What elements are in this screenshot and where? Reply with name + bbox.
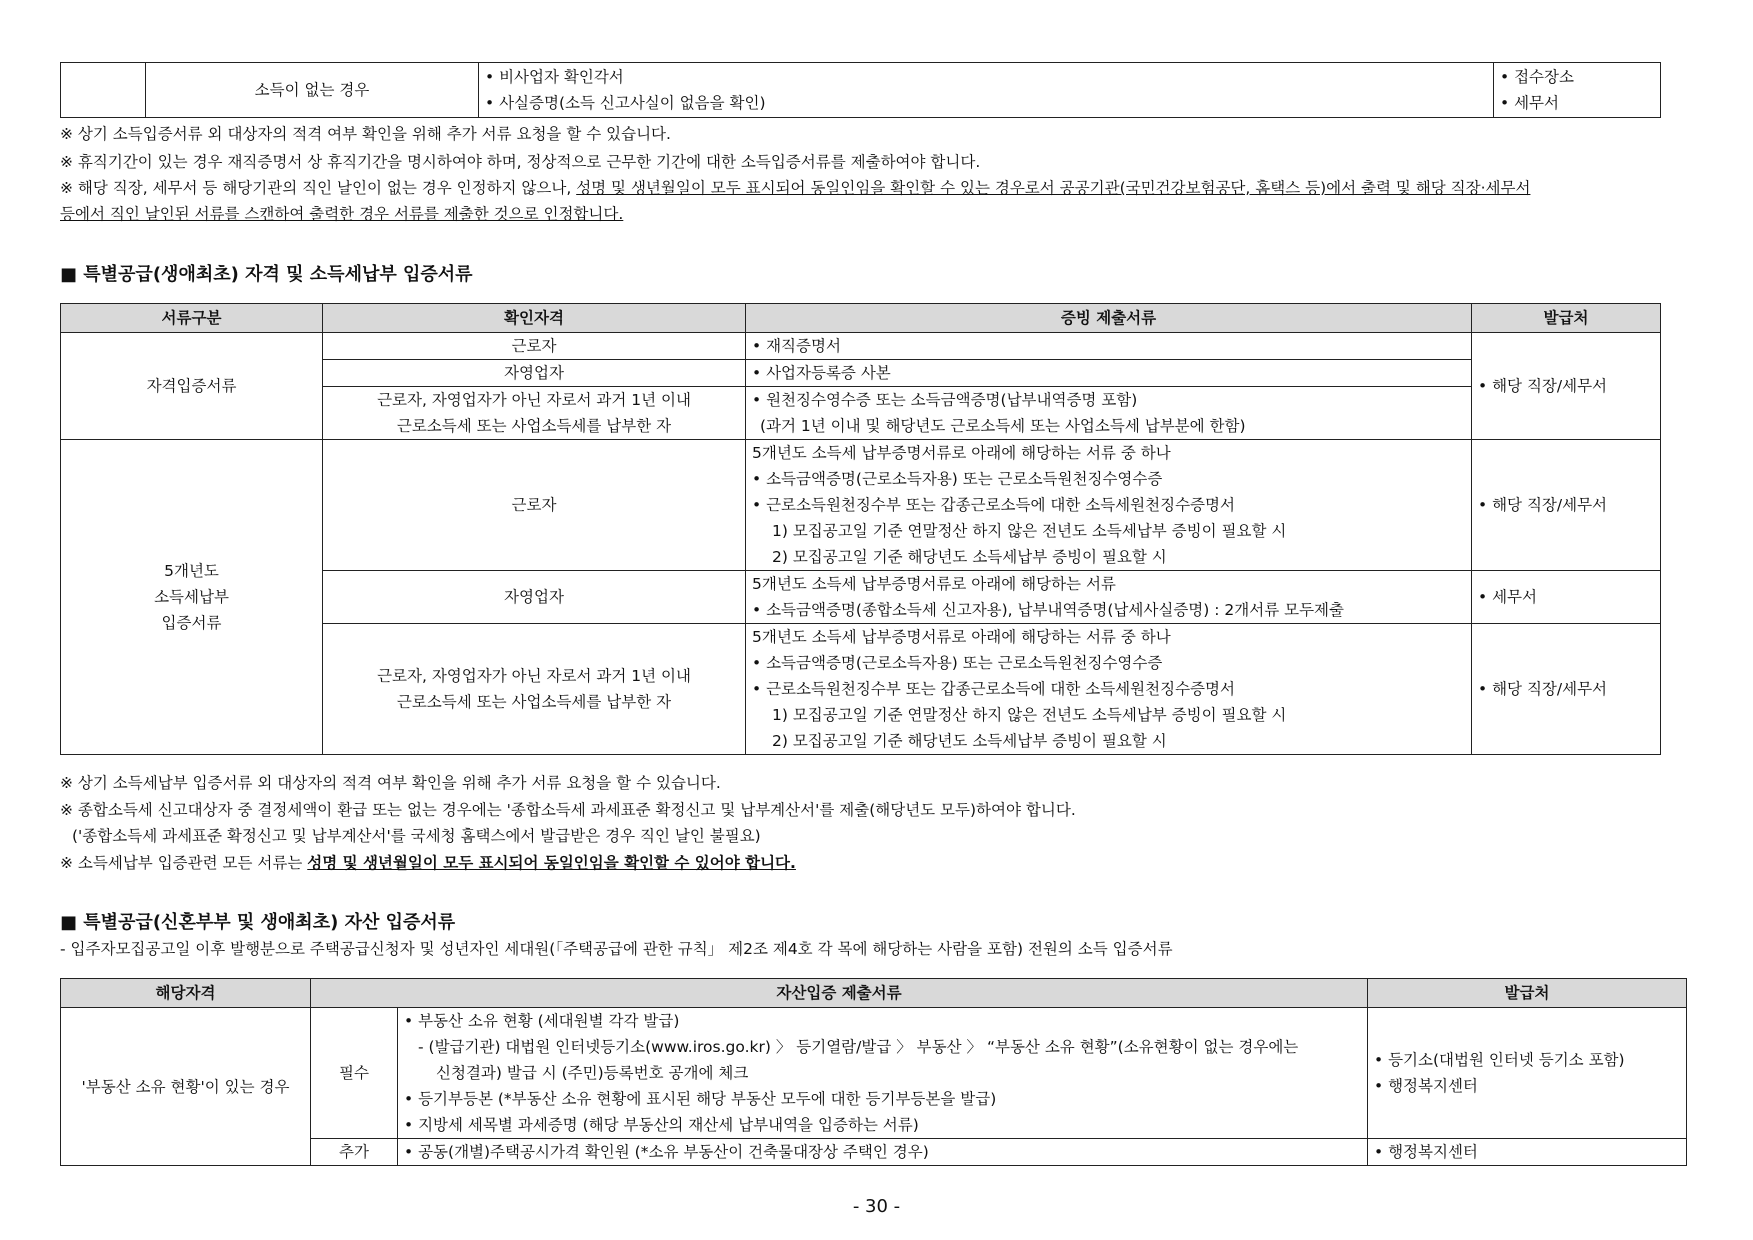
issuer-other-taxpayer-5yr: • 해당 직장/세무서 [1472, 624, 1661, 755]
note-name-birthdate [60, 850, 796, 876]
doc-line: • 등기부등본 (*부동산 소유 현황에 표시된 해당 부동산 모두에 대한 등기부등본을 발급) [404, 1090, 997, 1108]
doc-line: • 원천징수영수증 또는 소득금액증명(납부내역증명 포함) [752, 391, 1138, 409]
issuer-workplace-tax-office: • 해당 직장/세무서 [1472, 333, 1661, 440]
doc-line: 5개년도 소득세 납부증명서류로 아래에 해당하는 서류 [752, 575, 1116, 593]
required-issuers-cell [1368, 1008, 1687, 1139]
doc-line: • 소득금액증명(근로소득자용) 또는 근로소득원천징수영수증 [752, 470, 1163, 488]
doc-line: 신청결과) 발급 시 (주민)등록번호 공개에 체크 [436, 1064, 749, 1082]
header-issuer: 발급처 [1368, 979, 1687, 1008]
doc-line: • 소득금액증명(근로소득자용) 또는 근로소득원천징수영수증 [752, 654, 1163, 672]
doc-line: 5개년도 소득세 납부증명서류로 아래에 해당하는 서류 중 하나 [752, 628, 1171, 646]
doc-line: - (발급기관) 대법원 인터넷등기소(www.iros.go.kr) 〉 등기열람/발급 〉 부동산 〉 “부동산 소유 현황”(소유현황이 없는 경우에는 [418, 1038, 1299, 1056]
note-seal-text: ※ 해당 직장, 세무서 등 해당기관의 직인 날인이 없는 경우 인정하지 않으나, [60, 179, 577, 197]
section-subheading-assets: - 입주자모집공고일 이후 발행분으로 주택공급신청자 및 성년자인 세대원(「주택공급에 관한 규칙」 제2조 제4호 각 목에 해당하는 사람을 포함) 전원의 소득 입증서류 [60, 940, 1173, 958]
top-income-table [60, 62, 1661, 118]
qual-worker-5yr: 근로자 [323, 440, 746, 571]
additional-doc: • 공동(개별)주택공시가격 확인원 (*소유 부동산이 건축물대장상 주택인 경우) [398, 1139, 1368, 1166]
header-proof-docs: 증빙 제출서류 [746, 304, 1472, 333]
issuer-self-employed-5yr: • 세무서 [1472, 571, 1661, 624]
docs-cell [479, 63, 1494, 118]
doc-line: • 지방세 세목별 과세증명 (해당 부동산의 재산세 납부내역을 입증하는 서류) [404, 1116, 919, 1134]
doc-line: • 소득금액증명(종합소득세 신고자용), 납부내역증명(납세사실증명) : 2개서류 모두제출 [752, 601, 1344, 619]
doc-line: 2) 모집공고일 기준 해당년도 소득세납부 증빙이 필요할 시 [772, 548, 1167, 566]
doc-line: 5개년도 소득세 납부증명서류로 아래에 해당하는 서류 중 하나 [752, 444, 1171, 462]
note-additional-docs: ※ 상기 소득입증서류 외 대상자의 적격 여부 확인을 위해 추가 서류 요청을 할 수 있습니다. [60, 125, 671, 143]
doc-employment-cert: • 재직증명서 [746, 333, 1472, 360]
note-hometax-seal: ('종합소득세 과세표준 확정신고 및 납부계산서'를 국세청 홈택스에서 발급받은 경우 직인 날인 불필요) [72, 827, 761, 845]
note-global-income-tax: ※ 종합소득세 신고대상자 중 결정세액이 환급 또는 없는 경우에는 '종합소득세 과세표준 확정신고 및 납부계산서'를 제출(해당년도 모두)하여야 합니다. [60, 801, 1076, 819]
group-label-line: 입증서류 [161, 614, 222, 632]
label-required: 필수 [311, 1008, 398, 1139]
page-number: - 30 - [852, 1196, 901, 1217]
issuer-worker-5yr: • 해당 직장/세무서 [1472, 440, 1661, 571]
doc-line: 1) 모집공고일 기준 연말정산 하지 않은 전년도 소득세납부 증빙이 필요할 시 [772, 522, 1287, 540]
doc-line: • 근로소득원천징수부 또는 갑종근로소득에 대한 소득세원천징수증명서 [752, 680, 1235, 698]
issuer-line: • 접수장소 [1500, 68, 1574, 86]
header-doc-type: 서류구분 [61, 304, 323, 333]
group-label-line: 소득세납부 [154, 588, 229, 606]
note-seal [60, 175, 1530, 201]
required-docs-cell [398, 1008, 1368, 1139]
qual-other-taxpayer-5yr [323, 624, 746, 755]
row-label-property: '부동산 소유 현황'이 있는 경우 [61, 1008, 311, 1166]
header-issuer: 발급처 [1472, 304, 1661, 333]
qual-line: 근로소득세 또는 사업소득세를 납부한 자 [396, 693, 672, 711]
row-label-no-income: 소득이 없는 경우 [146, 63, 479, 118]
doc-line: • 근로소득원천징수부 또는 갑종근로소득에 대한 소득세원천징수증명서 [752, 496, 1235, 514]
first-home-tax-table [60, 303, 1661, 755]
section-heading-first-home-tax: ■ 특별공급(생애최초) 자격 및 소득세납부 입증서류 [60, 264, 473, 285]
docs-other-taxpayer-5yr [746, 624, 1472, 755]
docs-self-employed-5yr [746, 571, 1472, 624]
qual-worker: 근로자 [323, 333, 746, 360]
empty-cell [61, 63, 146, 118]
issuer-line: • 등기소(대법원 인터넷 등기소 포함) [1374, 1051, 1625, 1069]
doc-withholding-receipt [746, 387, 1472, 440]
section-heading-assets: ■ 특별공급(신혼부부 및 생애최초) 자산 입증서류 [60, 912, 456, 933]
qual-self-employed-5yr: 자영업자 [323, 571, 746, 624]
group-label-qualification: 자격입증서류 [61, 333, 323, 440]
header-eligibility: 해당자격 [61, 979, 311, 1008]
doc-line: 1) 모집공고일 기준 연말정산 하지 않은 전년도 소득세납부 증빙이 필요할 시 [772, 706, 1287, 724]
docs-worker-5yr [746, 440, 1472, 571]
qual-line: 근로자, 자영업자가 아닌 자로서 과거 1년 이내 [377, 667, 691, 685]
qual-other-taxpayer [323, 387, 746, 440]
note-name-birthdate-bold: 성명 및 생년월일이 모두 표시되어 동일인임을 확인할 수 있어야 합니다. [307, 854, 796, 872]
group-label-five-year-tax [61, 440, 323, 755]
doc-line: (과거 1년 이내 및 해당년도 근로소득세 또는 사업소득세 납부분에 한함) [760, 417, 1246, 435]
qual-line: 근로소득세 또는 사업소득세를 납부한 자 [396, 417, 672, 435]
doc-line: • 비사업자 확인각서 [485, 68, 624, 86]
doc-line: 2) 모집공고일 기준 해당년도 소득세납부 증빙이 필요할 시 [772, 732, 1167, 750]
header-asset-docs: 자산입증 제출서류 [311, 979, 1368, 1008]
issuer-line: • 행정복지센터 [1374, 1077, 1478, 1095]
label-additional: 추가 [311, 1139, 398, 1166]
header-qualification: 확인자격 [323, 304, 746, 333]
issuer-line: • 세무서 [1500, 94, 1559, 112]
note-seal-cont: 등에서 직인 날인된 서류를 스캔하여 출력한 경우 서류를 제출한 것으로 인정합니다. [60, 205, 624, 223]
note-tax-additional: ※ 상기 소득세납부 입증서류 외 대상자의 적격 여부 확인을 위해 추가 서류 요청을 할 수 있습니다. [60, 774, 721, 792]
asset-proof-table [60, 978, 1687, 1166]
issuer-cell [1494, 63, 1661, 118]
qual-line: 근로자, 자영업자가 아닌 자로서 과거 1년 이내 [377, 391, 691, 409]
note-leave-period: ※ 휴직기간이 있는 경우 재직증명서 상 휴직기간을 명시하여야 하며, 정상적으로 근무한 기간에 대한 소득입증서류를 제출하여야 합니다. [60, 153, 981, 171]
doc-line: • 부동산 소유 현황 (세대원별 각각 발급) [404, 1012, 680, 1030]
note-name-birthdate-text: ※ 소득세납부 입증관련 모든 서류는 [60, 854, 308, 872]
additional-issuer: • 행정복지센터 [1368, 1139, 1687, 1166]
group-label-line: 5개년도 [164, 562, 219, 580]
qual-self-employed: 자영업자 [323, 360, 746, 387]
doc-line: • 사실증명(소득 신고사실이 없음을 확인) [485, 94, 766, 112]
doc-business-registration: • 사업자등록증 사본 [746, 360, 1472, 387]
note-seal-underlined: 성명 및 생년월일이 모두 표시되어 동일인임을 확인할 수 있는 경우로서 공공기관(국민건강보험공단, 홈택스 등)에서 출력 및 해당 직장·세무서 [576, 179, 1531, 197]
